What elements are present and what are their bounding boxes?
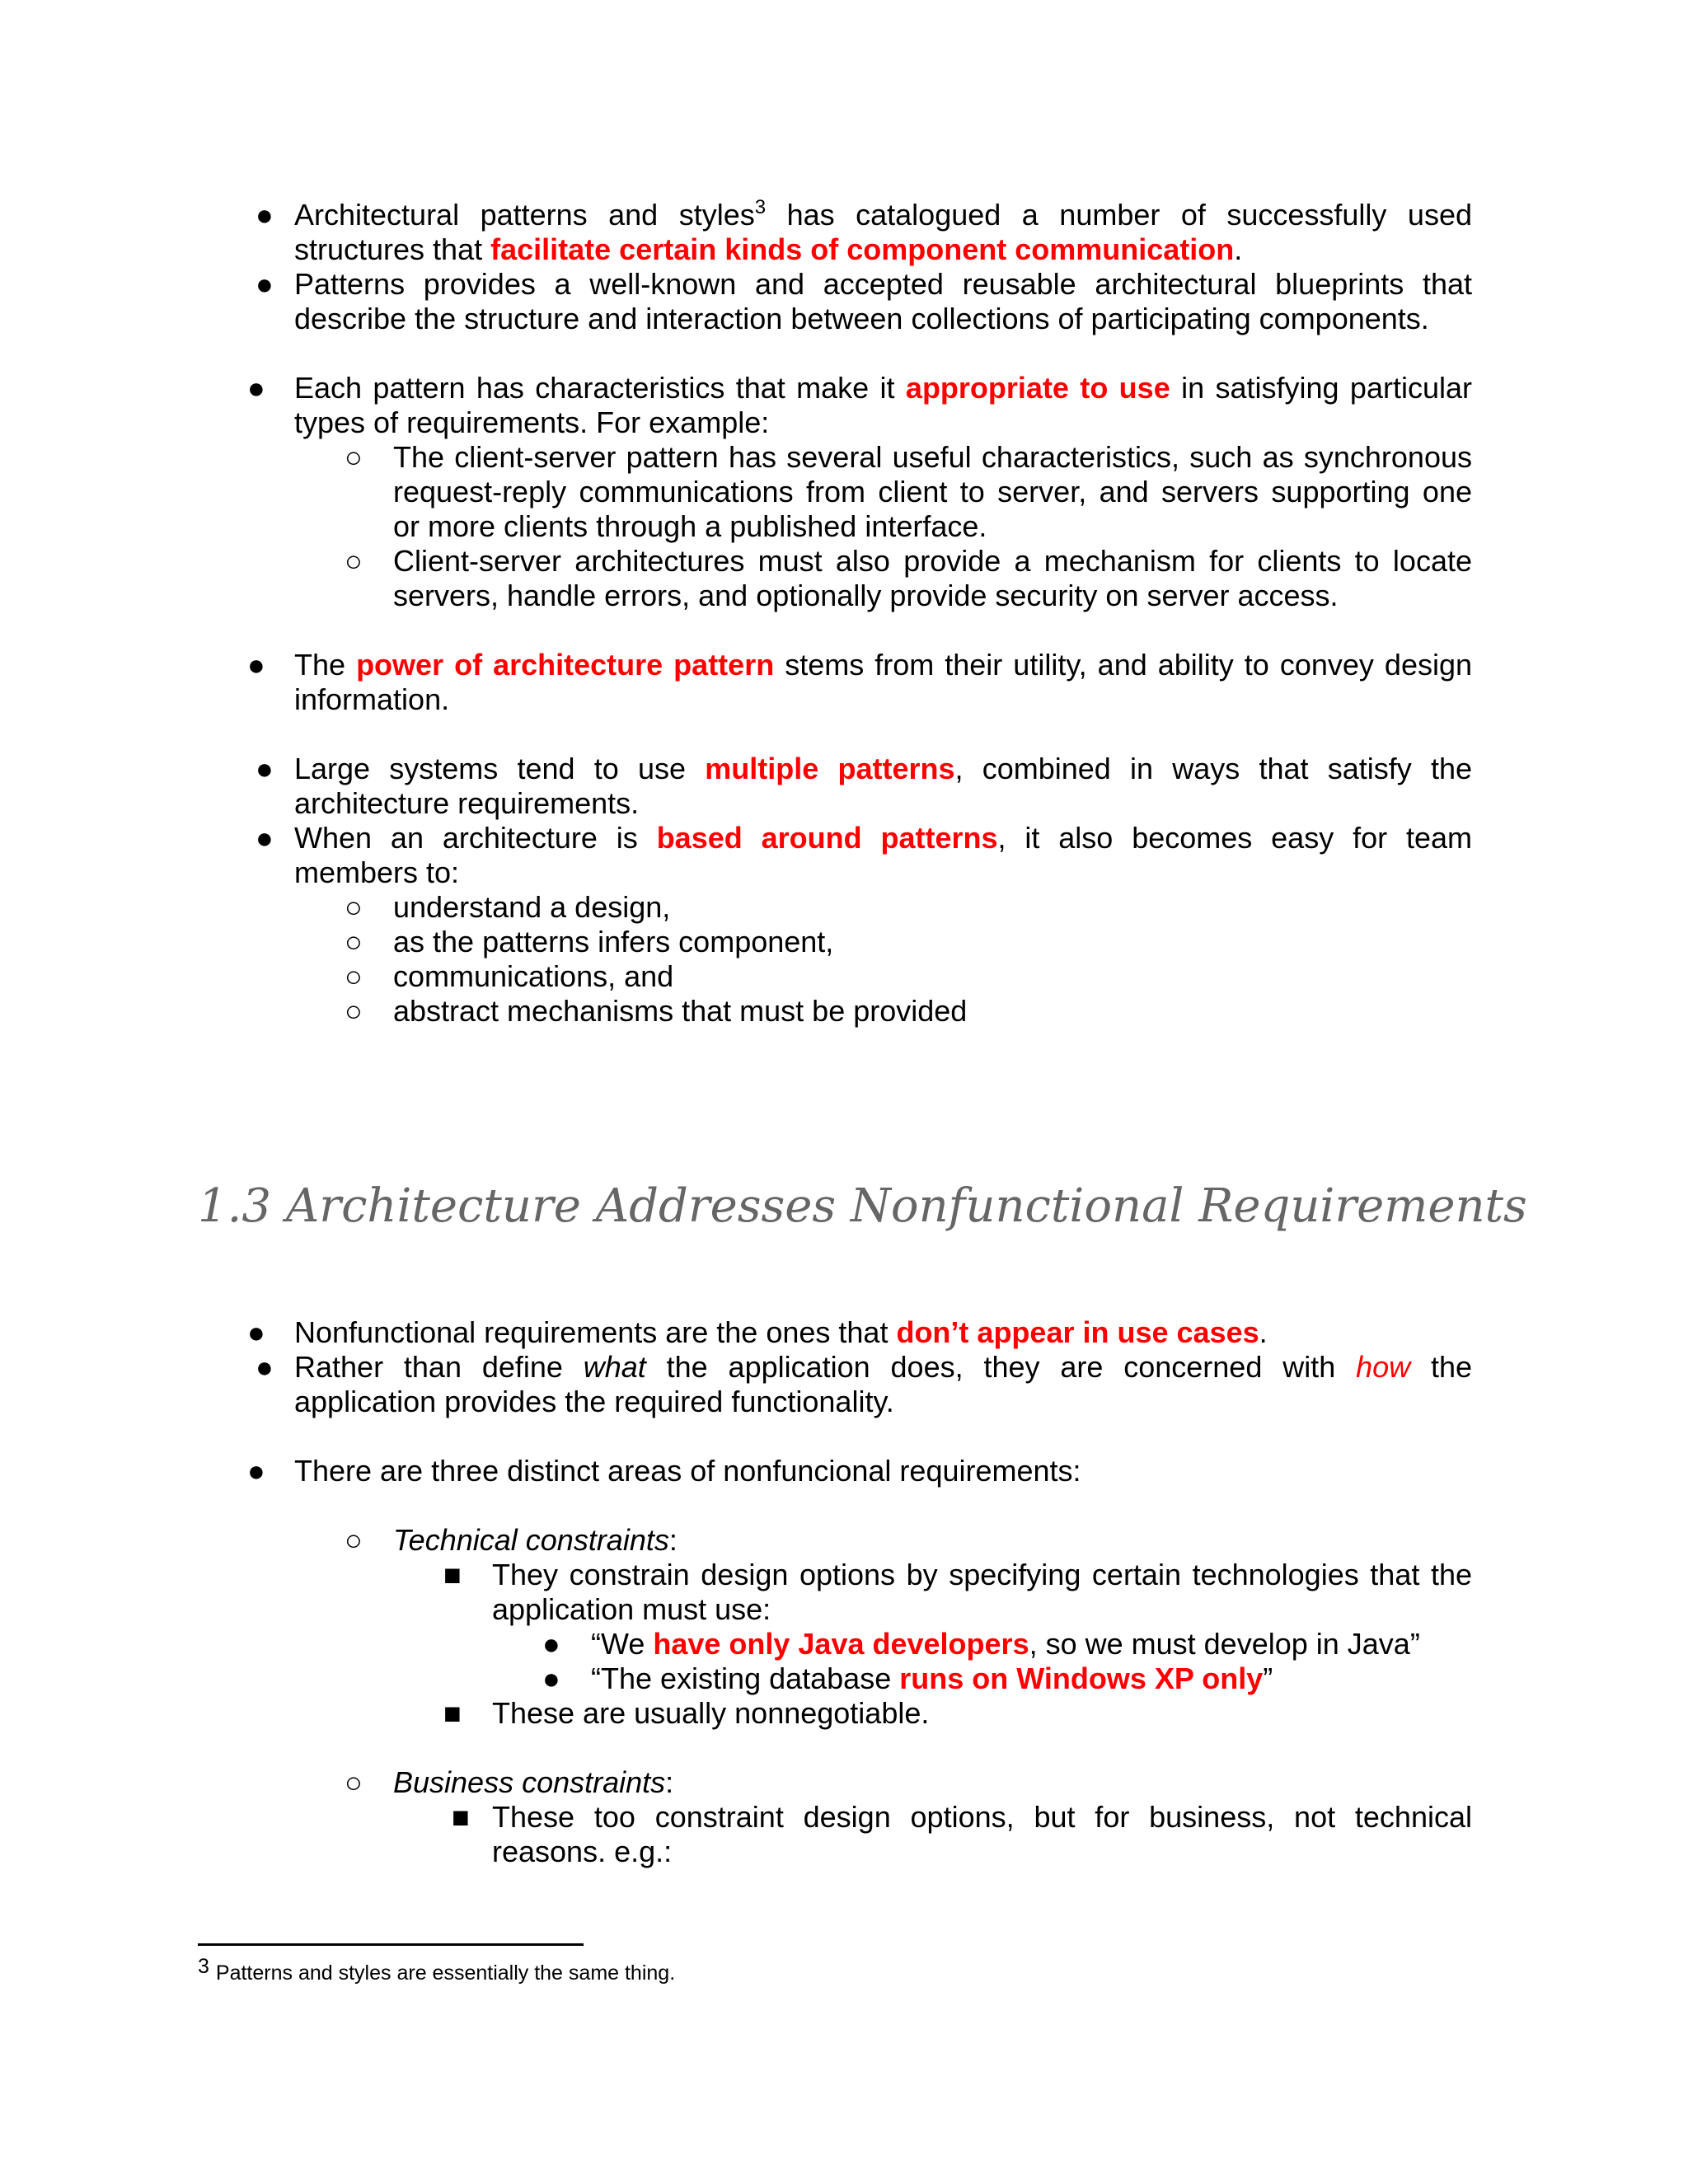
highlight: power of architecture pattern xyxy=(356,648,775,682)
list-item: abstract mechanisms that must be provided xyxy=(393,994,968,1028)
sub-2-line-1: Client-server architectures must also provide a mechanism for clients to locate xyxy=(393,544,1472,578)
quote-2 xyxy=(591,1661,1273,1696)
bullet-dot: ● xyxy=(247,371,265,405)
bullet-dot: ● xyxy=(256,198,274,232)
highlight: how xyxy=(1356,1350,1411,1384)
bullet-2-line-2: describe the structure and interaction between collections of participating components. xyxy=(294,302,1429,335)
sub-1-line-2: request-reply communications from client to server, and servers supporting one xyxy=(393,475,1472,509)
bullet-dot: ● xyxy=(256,821,274,855)
quote-1 xyxy=(591,1627,1420,1661)
square-bullet: ■ xyxy=(443,1696,462,1730)
highlight: don’t appear in use cases xyxy=(896,1315,1259,1349)
circle-bullet: ○ xyxy=(345,890,363,924)
text: , so we must develop in Java” xyxy=(1029,1627,1420,1661)
bullet-4-line-1 xyxy=(294,648,1472,682)
square-bullet: ■ xyxy=(452,1800,470,1834)
bullet-dot: ● xyxy=(247,648,265,682)
bullet-dot: ● xyxy=(256,1350,274,1384)
nf-line-3: application provides the required functionality. xyxy=(294,1385,894,1418)
sub-1-line-3: or more clients through a published interface. xyxy=(393,509,987,543)
nf-line-2 xyxy=(294,1350,1472,1385)
text: . xyxy=(1234,232,1243,266)
text: ” xyxy=(1263,1661,1273,1695)
bullet-6-line-2: members to: xyxy=(294,855,460,889)
biz-desc-line-1: These too constraint design options, but for business, not technical xyxy=(492,1800,1472,1834)
sub-2-line-2: servers, handle errors, and optionally provide security on server access. xyxy=(393,579,1339,612)
nf-line-1 xyxy=(294,1315,1268,1350)
bullet-4-line-2: information. xyxy=(294,682,450,716)
circle-bullet: ○ xyxy=(345,1765,363,1799)
footnote xyxy=(198,1953,675,1986)
footnote-number: 3 xyxy=(198,1955,209,1978)
text: “We xyxy=(591,1627,654,1661)
bullet-2-line-1: Patterns provides a well-known and accepted reusable architectural blueprints that xyxy=(294,267,1472,301)
bullet-6-line-1 xyxy=(294,821,1472,855)
text: in satisfying particular xyxy=(1170,371,1472,405)
bullet-dot: ● xyxy=(247,1454,265,1488)
biz-desc-line-2: reasons. e.g.: xyxy=(492,1835,673,1868)
circle-bullet: ○ xyxy=(345,925,363,958)
section-heading: 1.3 Architecture Addresses Nonfunctional Requirements xyxy=(198,1179,1527,1233)
text: stems from their utility, and ability to convey design xyxy=(774,648,1473,682)
sub-1-line-1: The client-server pattern has several useful characteristics, such as synchronous xyxy=(393,440,1472,474)
highlight: runs on Windows XP only xyxy=(899,1661,1264,1695)
text: Architectural patterns and styles xyxy=(294,198,755,232)
bullet-1-line-1 xyxy=(294,198,1472,232)
bullet-5-line-1 xyxy=(294,752,1472,786)
text: “The existing database xyxy=(591,1661,900,1695)
bullet-dot: ● xyxy=(256,752,274,785)
bullet-1-line-2 xyxy=(294,232,1242,267)
text: Each pattern has characteristics that make it xyxy=(294,371,906,405)
circle-bullet: ○ xyxy=(345,994,363,1028)
bullet-dot: ● xyxy=(542,1661,560,1695)
text: has catalogued a number of successfully used xyxy=(766,198,1472,232)
bullet-3-line-2: types of requirements. For example: xyxy=(294,405,770,439)
text: , it also becomes easy for team xyxy=(997,821,1472,855)
emphasis: what xyxy=(583,1350,646,1384)
highlight: multiple patterns xyxy=(705,752,955,785)
bullet-dot: ● xyxy=(256,267,274,301)
text: , combined in ways that satisfy the xyxy=(954,752,1473,785)
square-bullet: ■ xyxy=(443,1558,462,1591)
tech-nonnegotiable: These are usually nonnegotiable. xyxy=(492,1696,930,1730)
highlight: based around patterns xyxy=(656,821,998,855)
label: Business constraints xyxy=(393,1765,666,1799)
highlight: appropriate to use xyxy=(905,371,1170,405)
nf-line-4: There are three distinct areas of nonfuncional requirements: xyxy=(294,1454,1081,1488)
circle-bullet: ○ xyxy=(345,544,363,578)
footnote-separator xyxy=(198,1943,584,1946)
circle-bullet: ○ xyxy=(345,959,363,993)
highlight: facilitate certain kinds of component communication xyxy=(490,232,1235,266)
bullet-3-line-1 xyxy=(294,371,1472,405)
text: When an architecture is xyxy=(294,821,657,855)
text: . xyxy=(1259,1315,1268,1349)
tech-desc-line-1: They constrain design options by specifying certain technologies that the xyxy=(492,1558,1472,1591)
list-item: as the patterns infers component, xyxy=(393,925,834,958)
footnote-ref[interactable]: 3 xyxy=(754,196,767,218)
highlight: have only Java developers xyxy=(653,1627,1029,1661)
business-constraints-label xyxy=(393,1765,673,1800)
text: Large systems tend to use xyxy=(294,752,706,785)
technical-constraints-label xyxy=(393,1523,678,1558)
footnote-text: Patterns and styles are essentially the same thing. xyxy=(215,1961,676,1985)
bullet-dot: ● xyxy=(247,1315,265,1349)
tech-desc-line-2: application must use: xyxy=(492,1592,771,1626)
text: the application does, they are concerned with xyxy=(645,1350,1357,1384)
circle-bullet: ○ xyxy=(345,1523,363,1557)
list-item: understand a design, xyxy=(393,890,671,924)
bullet-5-line-2: architecture requirements. xyxy=(294,786,640,820)
circle-bullet: ○ xyxy=(345,440,363,474)
text: Nonfunctional requirements are the ones that xyxy=(294,1315,897,1349)
bullet-dot: ● xyxy=(542,1627,560,1661)
text: The xyxy=(294,648,357,682)
text: : xyxy=(665,1765,674,1799)
label: Technical constraints xyxy=(393,1523,669,1557)
text: Rather than define xyxy=(294,1350,584,1384)
text: the xyxy=(1410,1350,1473,1384)
text: structures that xyxy=(294,232,491,266)
text: : xyxy=(668,1523,678,1557)
list-item: communications, and xyxy=(393,959,674,993)
